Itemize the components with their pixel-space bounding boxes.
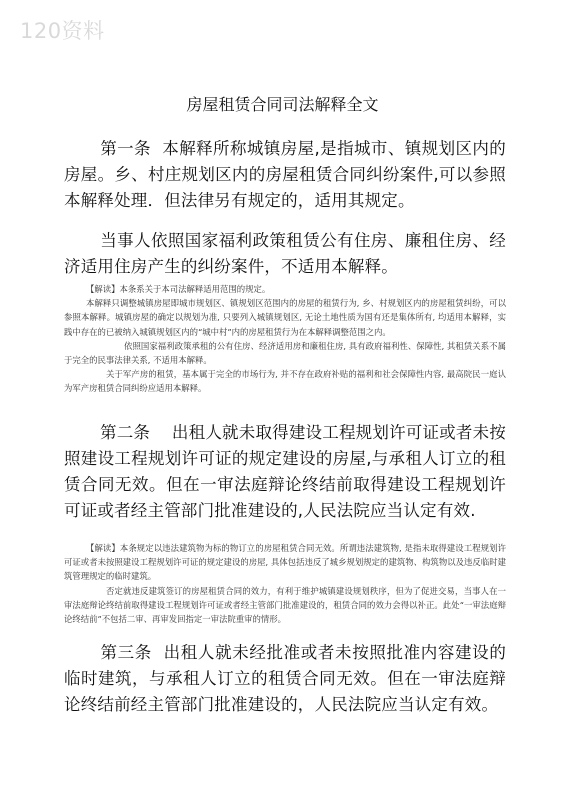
article-1-body: 本解释所称城镇房屋,是指城市、镇规划区内的房屋。乡、村庄规划区内的房屋租赁合同纠纷案件,可以参照本解释处理．但法律另有规定的，适用其规定。 <box>64 139 507 210</box>
article-3-body: 出租人就未经批准或者未按照批准内容建设的临时建筑，与承租人订立的租赁合同无效。但在一审法庭辩论终结前经主管部门批准建设的，人民法院应当认定有效。 <box>64 643 507 714</box>
interpretation-note-2 <box>64 541 506 626</box>
interpretation-note-1 <box>64 282 506 396</box>
article-1-paragraph-2 <box>64 228 506 280</box>
article-2-heading: 第二条 <box>100 423 151 442</box>
note-1-line-1: 【解读】本条系关于本司法解释适用范围的规定。 <box>86 284 271 294</box>
article-2 <box>64 420 506 524</box>
article-3 <box>64 640 506 718</box>
article-1 <box>64 136 506 214</box>
watermark: 120资料 <box>20 19 105 43</box>
note-1-line-3: 依照国家福利政策承租的公有住房、经济适用房和廉租住房, 具有政府福利性、保障性, 其租赁关系不属于完全的民事法律关系, 不适用本解释。 <box>64 340 506 366</box>
note-2-line-2: 否定就违反建筑签订的房屋租赁合同的效力，有利于维护城镇建设规划秩序，但为了促进交易，当事人在一审法庭辩论终结前取得建设工程规划许可证或者经主管部门批准建设的，租赁合同的效力会得以补正。此处“一审法庭辩论终结前”不包括二审、再审发回指定一审法院重审的情形。 <box>64 585 506 625</box>
article-3-heading: 第三条 <box>100 643 152 662</box>
document-title: 房屋租赁合同司法解释全文 <box>186 95 379 114</box>
note-1-line-4: 关于军产房的租赁，基本属于完全的市场行为, 并不存在政府补贴的福利和社会保障性内容, 最高院民一庭认为军产房租赁合同纠纷应适用本解释。 <box>64 369 506 394</box>
article-2-body: 出租人就未取得建设工程规划许可证或者未按照建设工程规划许可证的规定建设的房屋,与承租人订立的租赁合同无效。但在一审法庭辩论终结前取得建设工程规划许可证或者经主管部门批准建设的,人民法院应当认定有效. <box>64 423 506 520</box>
note-2-line-1: 【解读】本条规定以违法建筑物为标的物订立的房屋租赁合同无效。所谓违法建筑物, 是指未取得建设工程规划许可证或者未按照建设工程规划许可证的规定建设的房屋, 具体包括违反了城乡规划规定的建筑物、构筑物以及违反临时建筑管理规定的临时建筑。 <box>64 543 506 582</box>
article-1-para2-text: 当事人依照国家福利政策租赁公有住房、廉租住房、经济适用住房产生的纠纷案件，不适用本解释。 <box>64 231 506 276</box>
article-1-heading: 第一条 <box>100 139 151 158</box>
note-1-line-2: 本解释只调整城镇房屋即城市规划区、镇规划区范围内的房屋的租赁行为, 乡、村规划区内的房屋租赁纠纷，可以参照本解释。城镇房屋的确定以规划为准, 只要列入城镇规划区, 无论土地性质为国有还是集体所有, 均适用本解释，实践中存在的已被纳入城镇规划区内的“城中村”内的房屋租赁行为在本解释调整范围之内。 <box>64 298 506 337</box>
